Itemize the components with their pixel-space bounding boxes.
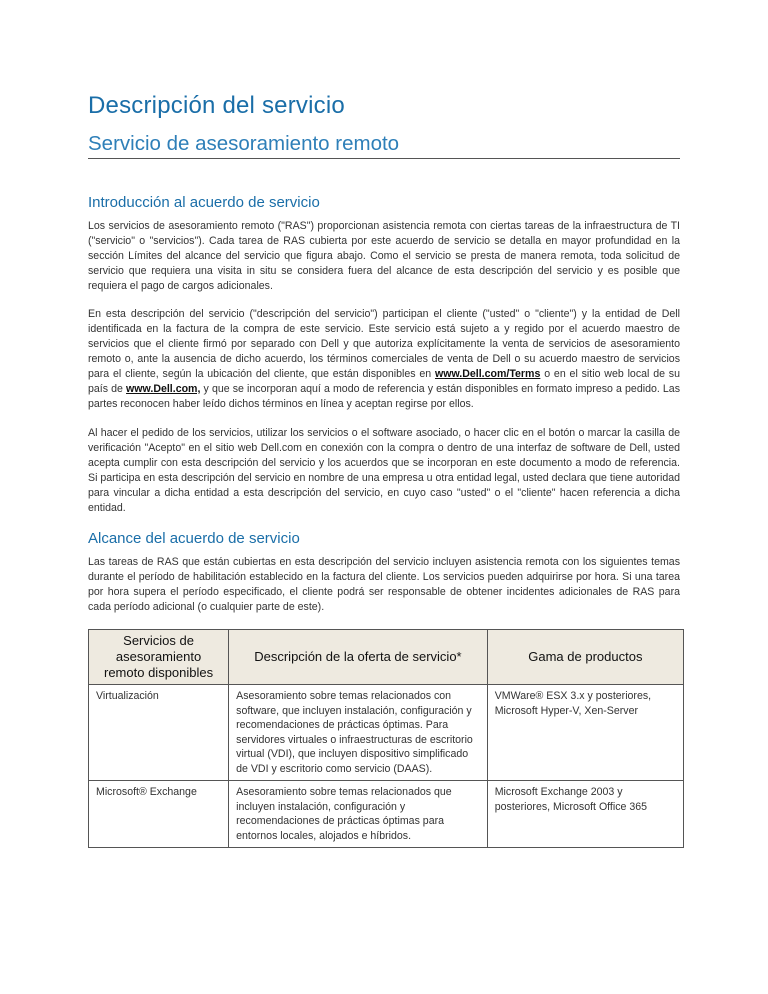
table-cell-description: Asesoramiento sobre temas relacionados que incluyen instalación, configuración y recomendaciones de prácticas óptimas para entornos locales, alojados e híbridos. bbox=[229, 781, 488, 848]
table-header: Servicios de asesoramiento remoto disponibles bbox=[89, 630, 229, 685]
table-row bbox=[89, 685, 684, 781]
section-heading-introduccion: Introducción al acuerdo de servicio bbox=[88, 194, 320, 211]
table-cell-description: Asesoramiento sobre temas relacionados con software, que incluyen instalación, configuración y recomendaciones de prácticas óptimas. Para servidores virtuales o infraestructuras de escritorio virtual (VDI), que incluyen dispositivo simplificado de VDI y escritorio como servicio (DAAS). bbox=[229, 685, 488, 781]
table-row bbox=[89, 781, 684, 848]
dell-com-link[interactable]: www.Dell.com, bbox=[126, 383, 201, 395]
table-cell-products: Microsoft Exchange 2003 y posteriores, Microsoft Office 365 bbox=[487, 781, 683, 848]
table-cell-products: VMWare® ESX 3.x y posteriores, Microsoft Hyper-V, Xen-Server bbox=[487, 685, 683, 781]
intro-paragraph-1: Los servicios de asesoramiento remoto ("RAS") proporcionan asistencia remota con ciertas tareas de la infraestructura de TI ("servicio" o "servicios"). Cada tarea de RAS cubierta por este acuerdo de servicio se detalla en mayor profundidad en la sección Límites del alcance del servicio que figura abajo. Como el servicio se presta de manera remota, toda solicitud de servicio que requiera una visita in situ se considera fuera del alcance de esta descripción del servicio y es posible que requiera el pago de cargos adicionales. bbox=[88, 220, 680, 292]
page-subtitle: Servicio de asesoramiento remoto bbox=[88, 132, 400, 155]
table-header: Descripción de la oferta de servicio* bbox=[229, 630, 488, 685]
table-cell-service: Virtualización bbox=[89, 685, 229, 781]
section-heading-alcance: Alcance del acuerdo de servicio bbox=[88, 530, 300, 547]
table-header-row bbox=[89, 630, 684, 685]
dell-terms-link[interactable]: www.Dell.com/Terms bbox=[434, 368, 541, 380]
table-cell-service: Microsoft® Exchange bbox=[89, 781, 229, 848]
title-divider bbox=[88, 158, 680, 159]
intro-paragraph-2: En esta descripción del servicio ("descripción del servicio") participan el cliente ("usted" o "cliente") y la entidad de Dell identificada en la factura de la compra de este servicio. Este servicio está sujeto a y regido por el acuerdo maestro de servicios que el cliente firmó por separado con Dell y que autoriza explícitamente la venta de servicios de asesoramiento remoto o, ante la ausencia de dicho acuerdo, los términos comerciales de venta de Dell o su acuerdo maestro de servicios para el cliente, según la ubicación del cliente, que están disponibles en www.Dell.com/Terms o en el sitio web local de su país de www.Dell.com, y que se incorporan aquí a modo de referencia y están disponibles en formato impreso a pedido. Las partes reconocen haber leído dichos términos en línea y aceptan regirse por ellos. bbox=[88, 308, 680, 410]
page-title: Descripción del servicio bbox=[88, 92, 345, 119]
intro-paragraph-3: Al hacer el pedido de los servicios, utilizar los servicios o el software asociado, o hacer clic en el botón o marcar la casilla de verificación "Acepto" en el sitio web Dell.com en conexión con la compra o dentro de una interfaz de software de Dell, usted acepta cumplir con esta descripción del servicio y los acuerdos que se incorporan en este documento a modo de referencia. Si participa en esta descripción del servicio en nombre de una empresa u otra entidad legal, usted declara que tiene autoridad para vincular a dicha entidad a esta descripción del servicio, en cuyo caso "usted" o el "cliente" hacen referencia a dicha entidad. bbox=[88, 427, 680, 514]
table-header: Gama de productos bbox=[487, 630, 683, 685]
scope-paragraph: Las tareas de RAS que están cubiertas en esta descripción del servicio incluyen asistencia remota con los siguientes temas durante el período de habilitación establecido en la factura del cliente. Los servicios pueden adquirirse por hora. Si una tarea por hora supera el período especificado, el cliente podrá ser responsable de obtener incidentes adicionales de RAS para cada período adicional (o cualquier parte de este). bbox=[88, 556, 680, 613]
services-table bbox=[88, 629, 684, 848]
